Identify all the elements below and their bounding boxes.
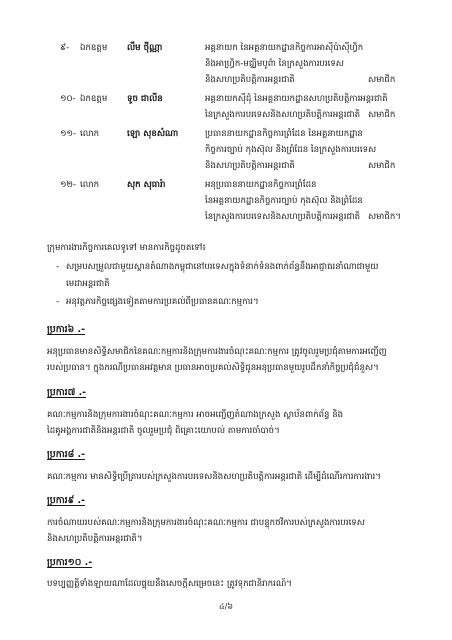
member-role: សមាជិក bbox=[368, 75, 396, 85]
article-line: គណៈកម្មការ មានសិទ្ធិប្រើត្រារបស់ក្រសួងការបរទេសនិងសហប្រតិបត្តិការអន្តរជាតិ ដើម្បីដំណើរការការងារ។ bbox=[47, 472, 381, 482]
member-number: ១២- bbox=[60, 180, 77, 190]
bullet-dash: - bbox=[56, 262, 60, 272]
duties-intro: ក្រុមការងារកិច្ចការគេលទូទៅ មានភារកិច្ចដូចតទៅ៖ bbox=[47, 243, 207, 253]
member-name: លឹម ថុីណ្ណា bbox=[127, 43, 163, 53]
article-body bbox=[47, 519, 412, 543]
member-position-line: អគ្គនាយកស៊ីដុំ នៃអគ្គនាយកដ្ឋានសហប្រតិបត្តិការអន្តរជាតិ bbox=[205, 94, 388, 104]
article-line: គណៈកម្មការនិងក្រុមការងារចំណុះគណៈកម្មការ អាចអញ្ជើញតំណាងក្រសួង ស្ថាប័នពាក់ព័ន្ធ និង bbox=[47, 410, 344, 420]
article-title bbox=[47, 388, 86, 397]
member-position-line: និងអាហ្វ្រិក-មជ្ឈិមបូព៌ា នៃក្រសួងការបរទេស bbox=[205, 59, 344, 69]
article-line: និងសហប្រតិបត្តិការអន្តរជាតិ។ bbox=[47, 533, 143, 544]
duty-item-continuation: មេដាអន្តរជាតិ bbox=[66, 279, 110, 289]
member-number: ៩- bbox=[60, 43, 70, 53]
member-number: ១០- bbox=[60, 94, 76, 104]
article-line: របស់ប្រធាន។ ក្នុងករណីប្រធានអវត្តមាន ប្រធានអាចប្រគល់សិទ្ធិជូនអនុប្រធានមួយរូបដឹកនាំកិច្ចប្រជុំជំនួស។ bbox=[47, 362, 379, 373]
member-role: សមាជិក bbox=[368, 161, 396, 171]
article-body bbox=[47, 411, 412, 435]
member-name: ទូច ជាលីន bbox=[127, 94, 163, 104]
article-title bbox=[47, 558, 92, 567]
member-position-line: នៃអគ្គនាយកដ្ឋានកិច្ចការច្បាប់ កុងស៊ុល និងព្រំដែន bbox=[205, 196, 363, 206]
member-position-line: នៃក្រសួងការបរទេសនិងសហប្រតិបត្តិការអន្តរជាតិ bbox=[205, 212, 361, 222]
page-number: ៤/៦ bbox=[218, 602, 234, 611]
article-title bbox=[47, 325, 85, 334]
member-position-line: អគ្គនាយក នៃអគ្គនាយកដ្ឋានកិច្ចការអាស៊ីប៉ាស៊ីហ្វិក bbox=[205, 43, 364, 53]
article-line: ដៃគូអង្គការជាតិនិងអន្តរជាតិ ចូលរួមប្រជុំ ពិគ្រោះយោបល់ តាមការចាំបាច់។ bbox=[47, 425, 280, 436]
member-position-line: ប្រធាននាយកដ្ឋានកិច្ចការព្រំដែន នៃអគ្គនាយកដ្ឋាន bbox=[205, 129, 363, 139]
article-body bbox=[47, 348, 412, 372]
member-position-line: និងសហប្រតិបត្តិការអន្តរជាតិ bbox=[205, 161, 295, 171]
member-number: ១១- bbox=[60, 129, 77, 139]
article-body bbox=[47, 580, 412, 589]
duty-item: អនុវត្តភារកិច្ចផ្សេងទៀតតាមការប្រគល់ពីប្រធានគណៈកម្មការ។ bbox=[66, 297, 259, 307]
member-position-line: នៃក្រសួងការបរទេសនិងសហប្រតិបត្តិការអន្តរជាតិ bbox=[205, 110, 361, 120]
article-title-text: ប្រការ៦ .- bbox=[47, 324, 85, 335]
article-title bbox=[47, 496, 85, 505]
member-name: សុក សុធារ៉ា bbox=[127, 180, 166, 190]
article-line: អនុប្រធានមានសិទ្ធិសមាជិកនៃគណៈកម្មការនិងក្រុមការងារចំណុះគណៈកម្មការ ត្រូវចូលរួមប្រជុំតាមការអញ្ជើញ bbox=[47, 347, 387, 357]
article-body bbox=[47, 473, 412, 482]
article-title-text: ប្រការ៨ .- bbox=[47, 449, 85, 460]
article-title-text: ប្រការ៩ .- bbox=[47, 495, 85, 506]
member-position-line: អនុប្រធាននាយកដ្ឋានកិច្ចការព្រំដែន bbox=[205, 180, 317, 190]
article-line: ការចំណាយរបស់គណៈកម្មការនិងក្រុមការងារចំណុះគណៈកម្មការ ជាបន្ទុកថវិការបស់ក្រសួងការបរទេស bbox=[47, 518, 365, 528]
member-title: លោក bbox=[80, 180, 100, 190]
article-title-text: ប្រការ១០ .- bbox=[47, 557, 93, 568]
member-role: សមាជិក។ bbox=[368, 212, 401, 222]
member-position-line: និងសហប្រតិបត្តិការអន្តរជាតិ bbox=[205, 75, 295, 85]
article-title bbox=[47, 450, 85, 459]
member-title: លោក bbox=[80, 129, 100, 139]
member-role: សមាជិក bbox=[368, 110, 396, 120]
article-title-text: ប្រការ៧ .- bbox=[47, 387, 87, 398]
bullet-dash: - bbox=[56, 297, 60, 307]
member-position-line: កិច្ចការច្បាប់ កុងស៊ុល និងព្រំដែន នៃក្រសួងការបរទេស bbox=[205, 145, 377, 155]
member-title: ឯកឧត្ដម bbox=[80, 94, 108, 104]
member-title: ឯកឧត្ដម bbox=[80, 43, 108, 53]
duty-item: សម្របសម្រួលជាមួយស្ថានតំណាងកម្ពុជានៅបរទេសក្នុងទំនាក់ទំនងពាក់ព័ន្ធនឹងអាជ្ញាធរនាំណាជាមួយ bbox=[66, 262, 379, 272]
article-line: បទប្បញ្ញត្តិទាំងឡាយណាដែលផ្ទុយនឹងសេចក្ដីសម្រេចនេះ ត្រូវទុកជានិរាករណ៍។ bbox=[47, 579, 292, 589]
member-name: ឡោ សុខសំណា bbox=[127, 129, 179, 139]
